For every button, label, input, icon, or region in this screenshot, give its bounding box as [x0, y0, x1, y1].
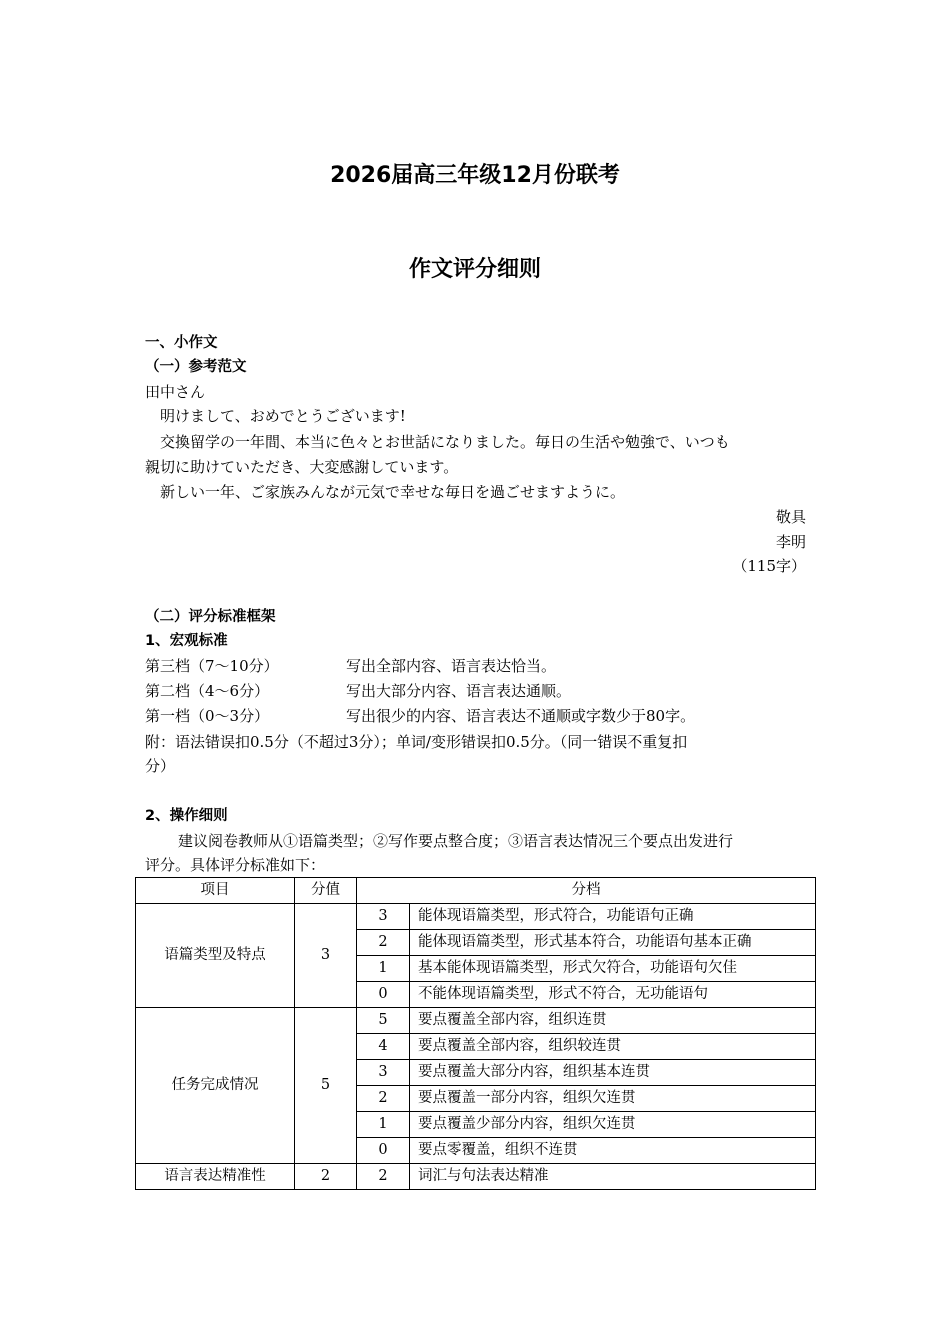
level-description: 能体现语篇类型，形式基本符合，功能语句基本正确 [410, 930, 816, 956]
operation-heading: 2、操作细则 [145, 808, 228, 824]
level-number: 0 [357, 982, 410, 1008]
table-header-row [136, 878, 816, 904]
letter-signature: 李明 [775, 533, 806, 551]
level-description: 词汇与句法表达精准 [410, 1164, 816, 1190]
subsection-heading-sample: （一）参考范文 [145, 359, 247, 375]
header-item: 项目 [136, 878, 295, 904]
level-number: 1 [357, 956, 410, 982]
operation-intro-line-1: 建议阅卷教师从①语篇类型；②写作要点整合度；③语言表达情况三个要点出发进行 [178, 832, 734, 850]
score-cell: 3 [295, 904, 357, 1008]
letter-paragraph-3: 新しい一年、ご家族みんなが元気で幸せな毎日を過ごせますように。 [160, 483, 626, 501]
level-number: 2 [357, 930, 410, 956]
grade-desc-3: 写出全部内容、语言表达恰当。 [346, 657, 557, 675]
scoring-table [135, 877, 816, 1190]
letter-salutation: 田中さん [145, 383, 206, 401]
letter-paragraph-2-line-1: 交換留学の一年間、本当に色々とお世話になりました。毎日の生活や勉強で、いつも [160, 433, 730, 451]
item-cell: 语言表达精准性 [136, 1164, 295, 1190]
subsection-heading-framework: （二）评分标准框架 [145, 609, 276, 625]
level-number: 0 [357, 1138, 410, 1164]
header-level: 分档 [357, 878, 816, 904]
level-description: 要点覆盖全部内容，组织连贯 [410, 1008, 816, 1034]
grade-desc-2: 写出大部分内容、语言表达通顺。 [346, 682, 572, 700]
letter-paragraph-2-line-2: 親切に助けていただき、大変感謝しています。 [145, 458, 459, 476]
level-description: 要点覆盖全部内容，组织较连贯 [410, 1034, 816, 1060]
deduction-note-line-1: 附：语法错误扣0.5分（不超过3分）；单词/变形错误扣0.5分。（同一错误不重复扣 [145, 733, 688, 751]
score-cell: 2 [295, 1164, 357, 1190]
level-number: 3 [357, 904, 410, 930]
table-row [136, 904, 816, 930]
level-description: 要点零覆盖，组织不连贯 [410, 1138, 816, 1164]
level-number: 2 [357, 1086, 410, 1112]
section-heading: 一、小作文 [145, 335, 218, 351]
letter-paragraph-1: 明けまして、おめでとうございます! [160, 407, 406, 425]
deduction-note-line-2: 分） [145, 757, 176, 775]
header-score: 分值 [295, 878, 357, 904]
operation-intro-line-2: 评分。具体评分标准如下： [145, 856, 326, 874]
item-cell: 任务完成情况 [136, 1008, 295, 1164]
letter-char-count: （115字） [732, 557, 806, 575]
level-description: 要点覆盖少部分内容，组织欠连贯 [410, 1112, 816, 1138]
level-number: 1 [357, 1112, 410, 1138]
grade-label-3: 第三档（7～10分） [145, 657, 279, 675]
table-row [136, 1008, 816, 1034]
document-subtitle: 作文评分细则 [408, 257, 541, 282]
level-number: 2 [357, 1164, 410, 1190]
level-description: 要点覆盖一部分内容，组织欠连贯 [410, 1086, 816, 1112]
grade-label-1: 第一档（0～3分） [145, 707, 270, 725]
macro-standard-heading: 1、宏观标准 [145, 633, 228, 649]
score-cell: 5 [295, 1008, 357, 1164]
letter-closing: 敬具 [775, 508, 806, 526]
level-description: 不能体现语篇类型，形式不符合，无功能语句 [410, 982, 816, 1008]
document-title: 2026届高三年级12月份联考 [330, 163, 620, 188]
level-number: 4 [357, 1034, 410, 1060]
item-cell: 语篇类型及特点 [136, 904, 295, 1008]
grade-label-2: 第二档（4～6分） [145, 682, 270, 700]
level-number: 3 [357, 1060, 410, 1086]
table-row [136, 1164, 816, 1190]
level-description: 基本能体现语篇类型，形式欠符合，功能语句欠佳 [410, 956, 816, 982]
grade-desc-1: 写出很少的内容、语言表达不通顺或字数少于80字。 [346, 707, 696, 725]
level-description: 要点覆盖大部分内容，组织基本连贯 [410, 1060, 816, 1086]
level-description: 能体现语篇类型，形式符合，功能语句正确 [410, 904, 816, 930]
level-number: 5 [357, 1008, 410, 1034]
